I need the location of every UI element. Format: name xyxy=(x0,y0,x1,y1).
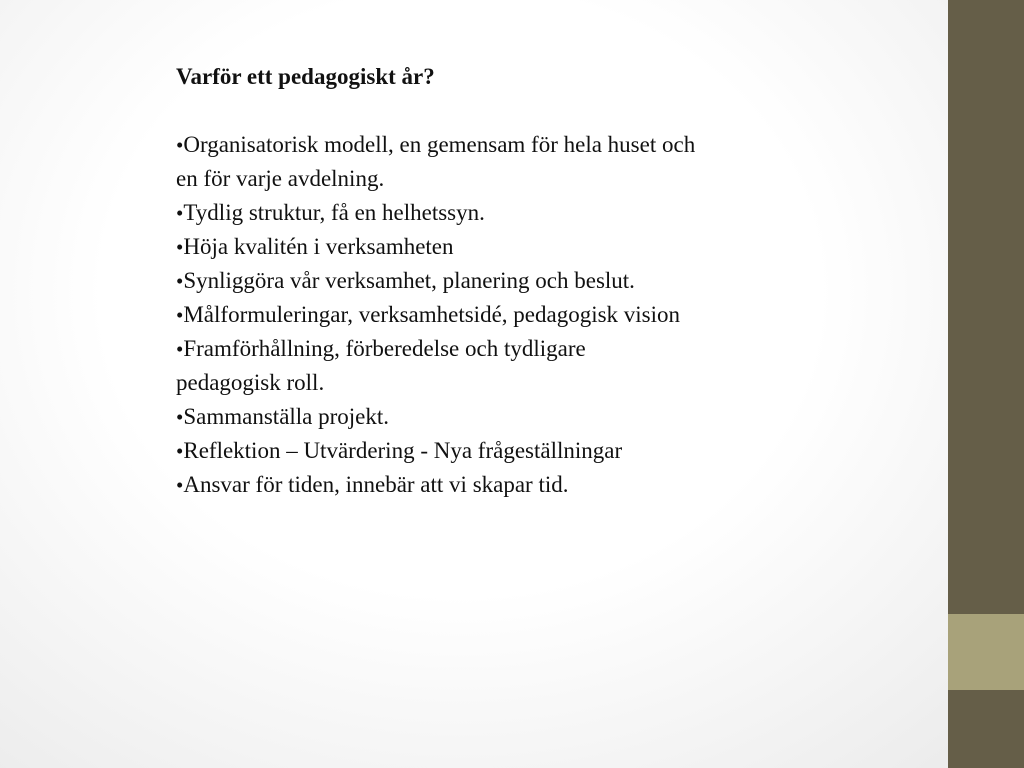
bullet-icon: • xyxy=(176,439,184,463)
bullet-icon: • xyxy=(176,337,184,361)
bullet-item xyxy=(176,128,696,196)
bullet-item xyxy=(176,400,696,434)
bullet-item xyxy=(176,298,696,332)
bullet-text: Reflektion – Utvärdering - Nya frågeställningar xyxy=(183,438,623,463)
bullet-icon: • xyxy=(176,473,184,497)
slide-content xyxy=(176,60,696,502)
bullet-icon: • xyxy=(176,303,184,327)
bullet-icon: • xyxy=(176,133,184,157)
slide-title: Varför ett pedagogiskt år? xyxy=(176,64,435,89)
bullet-item xyxy=(176,196,696,230)
bullet-item xyxy=(176,468,696,502)
bullet-text: Tydlig struktur, få en helhetssyn. xyxy=(183,200,485,225)
bullet-text: Organisatorisk modell, en gemensam för hela huset och en för varje avdelning. xyxy=(176,132,696,191)
bullet-item xyxy=(176,332,696,400)
bullet-item xyxy=(176,434,696,468)
bullet-icon: • xyxy=(176,269,184,293)
bullet-icon: • xyxy=(176,235,184,259)
sidebar-accent-block xyxy=(948,614,1024,690)
bullet-icon: • xyxy=(176,201,184,225)
bullet-item xyxy=(176,230,696,264)
bullet-text: Höja kvalitén i verksamheten xyxy=(183,234,454,259)
bullet-item xyxy=(176,264,696,298)
bullet-text: Framförhållning, förberedelse och tydligare pedagogisk roll. xyxy=(176,336,586,395)
bullet-icon: • xyxy=(176,405,184,429)
bullet-text: Målformuleringar, verksamhetsidé, pedagogisk vision xyxy=(183,302,681,327)
bullet-text: Synliggöra vår verksamhet, planering och beslut. xyxy=(183,268,635,293)
bullet-text: Ansvar för tiden, innebär att vi skapar tid. xyxy=(183,472,569,497)
bullet-text: Sammanställa projekt. xyxy=(183,404,390,429)
bullet-list xyxy=(176,128,696,502)
